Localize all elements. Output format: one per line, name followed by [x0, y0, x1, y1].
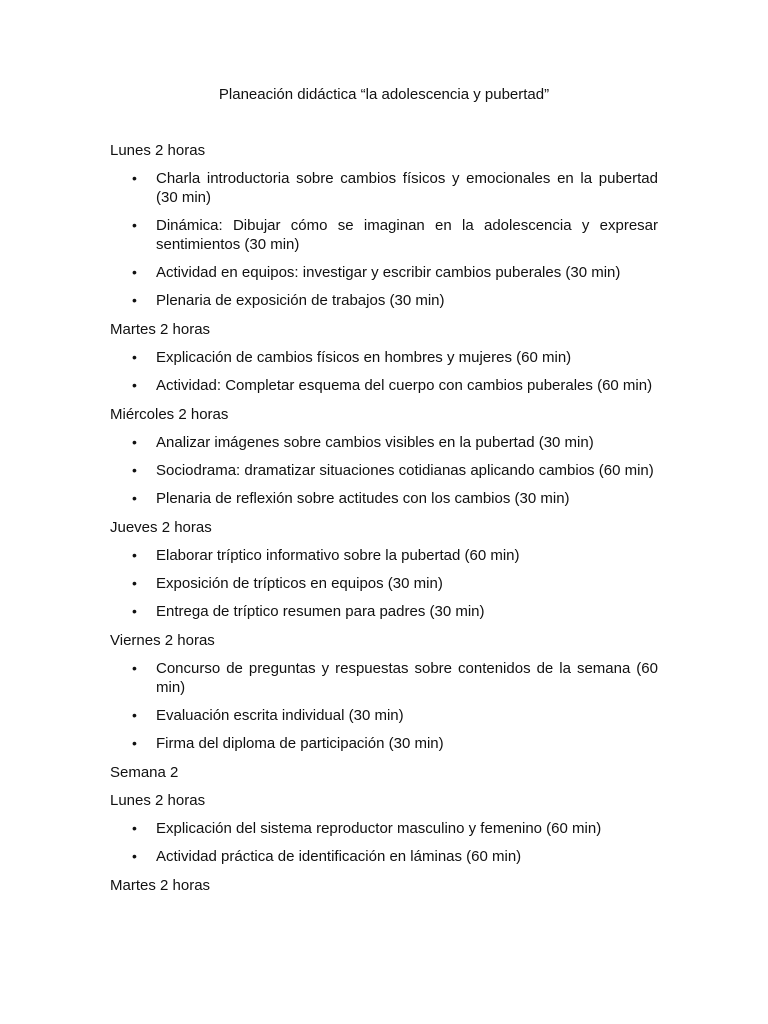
section-heading: Lunes 2 horas [110, 792, 206, 809]
list-item [110, 461, 658, 480]
bullet-icon: • [132, 820, 137, 836]
activity-list [110, 169, 658, 310]
list-item-text: Firma del diploma de participación (30 min) [156, 735, 444, 752]
list-item [110, 706, 658, 725]
bullet-icon: • [132, 434, 137, 450]
bullet-icon: • [132, 547, 137, 563]
list-item [110, 489, 658, 508]
activity-list [110, 348, 658, 395]
bullet-icon: • [132, 575, 137, 591]
list-item [110, 291, 658, 310]
bullet-icon: • [132, 848, 137, 864]
bullet-icon: • [132, 490, 137, 506]
bullet-icon: • [132, 735, 137, 751]
activity-list [110, 433, 658, 508]
list-item-text: Concurso de preguntas y respuestas sobre contenidos de la semana (60 min) [156, 660, 658, 696]
activity-list [110, 819, 658, 866]
section-heading: Miércoles 2 horas [110, 406, 229, 423]
activity-list [110, 546, 658, 621]
bullet-icon: • [132, 603, 137, 619]
bullet-icon: • [132, 377, 137, 393]
list-item [110, 574, 658, 593]
list-item [110, 602, 658, 621]
list-item [110, 376, 658, 395]
document-body [110, 141, 658, 904]
bullet-icon: • [132, 217, 137, 233]
list-item [110, 546, 658, 565]
list-item-text: Actividad práctica de identificación en láminas (60 min) [156, 848, 522, 865]
bullet-icon: • [132, 349, 137, 365]
bullet-icon: • [132, 660, 137, 676]
list-item-text: Plenaria de exposición de trabajos (30 min) [156, 292, 445, 309]
bullet-icon: • [132, 707, 137, 723]
list-item-text: Dinámica: Dibujar cómo se imaginan en la adolescencia y expresar sentimientos (30 min) [156, 217, 658, 253]
list-item [110, 216, 658, 254]
bullet-icon: • [132, 170, 137, 186]
list-item [110, 659, 658, 697]
list-item [110, 348, 658, 367]
list-item [110, 847, 658, 866]
list-item-text: Explicación del sistema reproductor masculino y femenino (60 min) [156, 820, 602, 837]
bullet-icon: • [132, 462, 137, 478]
list-item-text: Plenaria de reflexión sobre actitudes con los cambios (30 min) [156, 490, 570, 507]
list-item-text: Entrega de tríptico resumen para padres (30 min) [156, 603, 485, 620]
list-item-text: Actividad: Completar esquema del cuerpo con cambios puberales (60 min) [156, 377, 653, 394]
list-item-text: Elaborar tríptico informativo sobre la pubertad (60 min) [156, 547, 520, 564]
list-item-text: Charla introductoria sobre cambios físicos y emocionales en la pubertad (30 min) [156, 170, 658, 206]
bullet-icon: • [132, 264, 137, 280]
section-heading: Semana 2 [110, 764, 179, 781]
activity-list [110, 659, 658, 753]
section-heading: Lunes 2 horas [110, 142, 206, 159]
list-item-text: Actividad en equipos: investigar y escribir cambios puberales (30 min) [156, 264, 621, 281]
section-heading: Martes 2 horas [110, 321, 211, 338]
list-item [110, 734, 658, 753]
list-item [110, 169, 658, 207]
page-title: Planeación didáctica “la adolescencia y pubertad” [218, 86, 550, 103]
list-item [110, 263, 658, 282]
section-heading: Viernes 2 horas [110, 632, 215, 649]
bullet-icon: • [132, 292, 137, 308]
list-item-text: Analizar imágenes sobre cambios visibles en la pubertad (30 min) [156, 434, 594, 451]
list-item-text: Exposición de trípticos en equipos (30 min) [156, 575, 443, 592]
list-item-text: Evaluación escrita individual (30 min) [156, 707, 404, 724]
section-heading: Jueves 2 horas [110, 519, 212, 536]
list-item-text: Sociodrama: dramatizar situaciones cotidianas aplicando cambios (60 min) [156, 462, 654, 479]
list-item-text: Explicación de cambios físicos en hombres y mujeres (60 min) [156, 349, 572, 366]
list-item [110, 433, 658, 452]
list-item [110, 819, 658, 838]
section-heading: Martes 2 horas [110, 877, 211, 894]
